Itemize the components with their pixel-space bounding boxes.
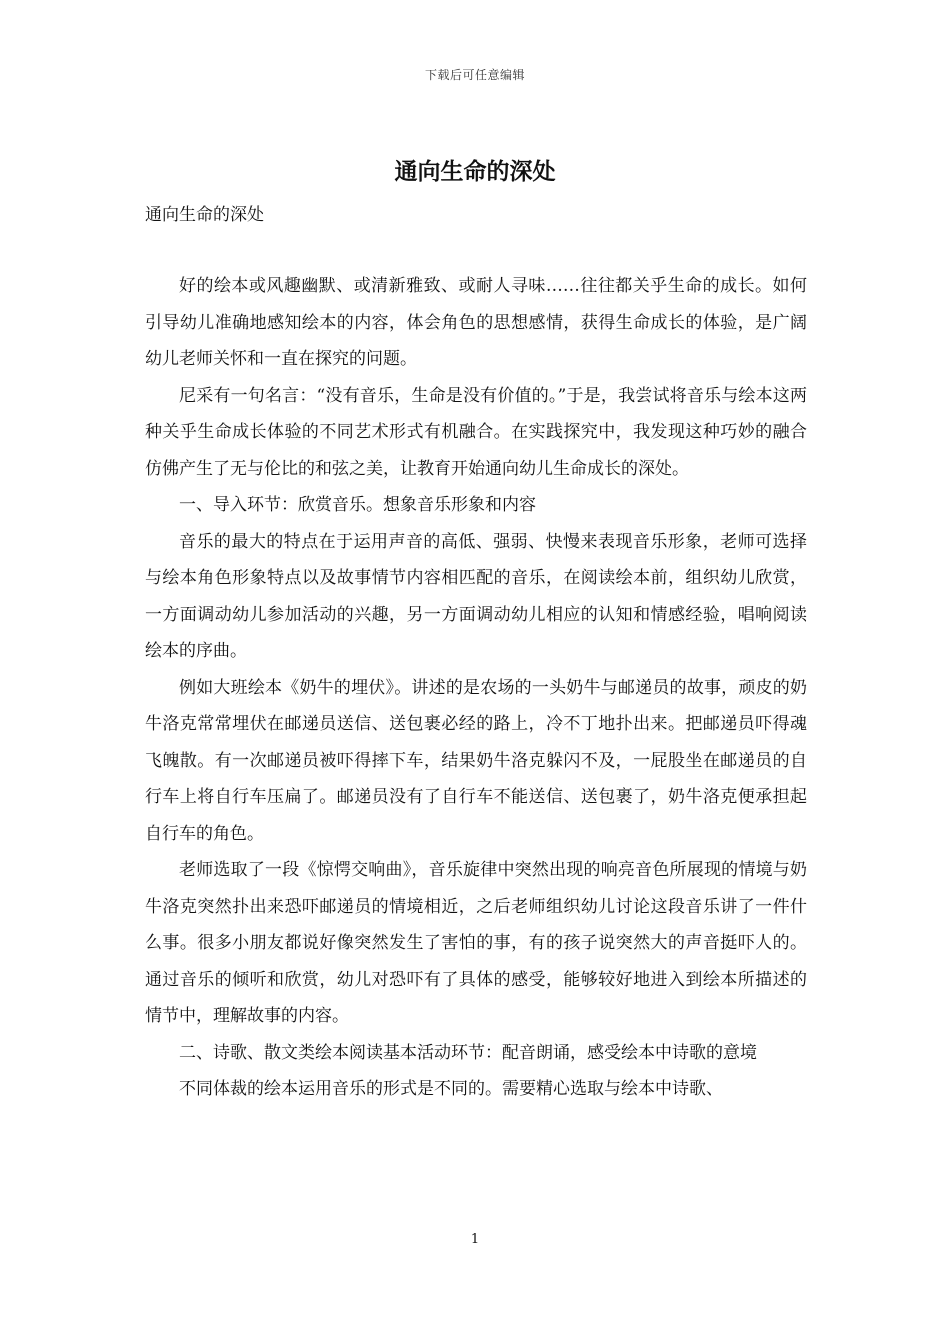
paragraph: 老师选取了一段《惊愕交响曲》，音乐旋律中突然出现的响亮音色所展现的情境与奶牛洛克突然扑出来恐吓邮递员的情境相近，之后老师组织幼儿讨论这段音乐讲了一件什么事。很多小朋友都说好像突然发生了害怕的事，有的孩子说突然大的声音挺吓人的。通过音乐的倾听和欣赏，幼儿对恐吓有了具体的感受，能够较好地进入到绘本所描述的情节中，理解故事的内容。 [145, 860, 807, 1026]
section-heading: 二、诗歌、散文类绘本阅读基本活动环节：配音朗诵，感受绘本中诗歌的意境 [179, 1042, 757, 1063]
paragraph: 好的绘本或风趣幽默、或清新雅致、或耐人寻味……往往都关乎生命的成长。如何引导幼儿准确地感知绘本的内容，体会角色的思想感情，获得生命成长的体验，是广阔幼儿老师关怀和一直在探究的问题。 [145, 276, 807, 369]
paragraph: 例如大班绘本《奶牛的埋伏》。讲述的是农场的一头奶牛与邮递员的故事，顽皮的奶牛洛克常常埋伏在邮递员送信、送包裹必经的路上，冷不丁地扑出来。把邮递员吓得魂飞魄散。有一次邮递员被吓得摔下车，结果奶牛洛克躲闪不及，一屁股坐在邮递员的自行车上将自行车压扁了。邮递员没有了自行车不能送信、送包裹了，奶牛洛克便承担起自行车的角色。 [145, 677, 807, 844]
paragraph: 不同体裁的绘本运用音乐的形式是不同的。需要精心选取与绘本中诗歌、 [179, 1079, 723, 1099]
document-subtitle: 通向生命的深处 [145, 205, 264, 225]
paragraph: 音乐的最大的特点在于运用声音的高低、强弱、快慢来表现音乐形象，老师可选择与绘本角色形象特点以及故事情节内容相匹配的音乐，在阅读绘本前，组织幼儿欣赏，一方面调动幼儿参加活动的兴趣，另一方面调动幼儿相应的认知和情感经验，唱响阅读绘本的序曲。 [145, 531, 807, 661]
page-header: 下载后可任意编辑 [424, 68, 525, 82]
document-body [145, 268, 807, 1108]
document-title: 通向生命的深处 [394, 158, 556, 185]
page-number: 1 [470, 1232, 480, 1247]
paragraph: 尼采有一句名言：“没有音乐，生命是没有价值的。”于是，我尝试将音乐与绘本这两种关乎生命成长体验的不同艺术形式有机融合。在实践探究中，我发现这种巧妙的融合仿佛产生了无与伦比的和弦之美，让教育开始通向幼儿生命成长的深处。 [145, 385, 807, 479]
section-heading: 一、导入环节：欣赏音乐。想象音乐形象和内容 [179, 495, 536, 515]
